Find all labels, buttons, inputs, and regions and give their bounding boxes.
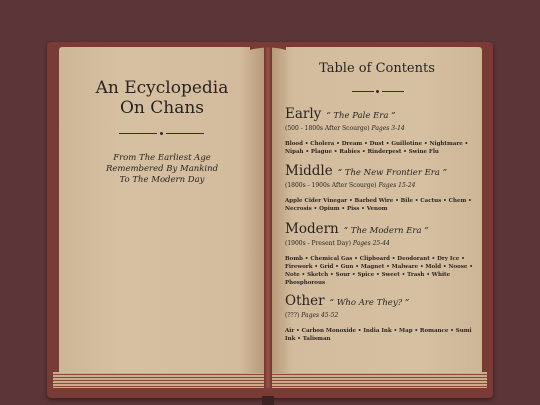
toc-divider-left — [352, 91, 374, 92]
bookmark-ribbon — [262, 396, 274, 405]
section-range: (1800s - 1900s After Scourge) — [285, 182, 377, 189]
section-pages: Pages 3-14 — [371, 125, 405, 132]
section-items: Apple Cider Vinegar • Barbed Wire • Bile • Cactus • Chem • Necrosis • Opium • Piss • Venom — [285, 198, 472, 212]
subtitle-line-2: Remembered By Mankind — [105, 164, 219, 174]
section-name: Early — [285, 106, 322, 122]
toc-section-modern[interactable] — [285, 219, 475, 287]
section-range: (500 - 1800s After Scourge) — [285, 125, 370, 132]
toc-section-middle[interactable] — [285, 161, 475, 213]
toc-section-other[interactable] — [285, 291, 475, 343]
book-spine — [264, 47, 272, 388]
book-subtitle — [62, 153, 262, 186]
section-items: Air • Carbon Monoxide • India Ink • Map • Romance • Sumi Ink • Talisman — [285, 328, 472, 342]
section-pages: Pages 15-24 — [378, 182, 416, 189]
toc-section-early[interactable] — [285, 104, 475, 156]
section-name: Modern — [285, 221, 339, 237]
toc-heading: Table of Contents — [319, 61, 435, 76]
section-quote: “ The New Frontier Era ” — [337, 168, 447, 178]
spine-top-ornament — [250, 44, 286, 54]
section-range: (1900s - Present Day) — [285, 240, 351, 247]
section-quote: “ The Modern Era ” — [343, 226, 429, 236]
subtitle-line-3: To The Modern Day — [119, 175, 205, 185]
toc-divider-right — [382, 91, 404, 92]
section-range: (???) — [285, 312, 300, 319]
title-divider-left — [119, 133, 157, 134]
section-name: Middle — [285, 163, 333, 179]
section-name: Other — [285, 293, 325, 309]
section-pages: Pages 45-52 — [301, 312, 339, 319]
section-items: Bomb • Chemical Gas • Clipboard • Deodorant • Dry Ice • Firework • Grid • Gun • Magnet • Malware • Mold • Noose • Note • Sketch • Sour • Spice • Sweet • Trash • White Phosphorous — [285, 256, 473, 286]
section-quote: “ Who Are They? ” — [329, 298, 410, 308]
section-quote: “ The Pale Era ” — [326, 111, 396, 121]
toc-divider-dot — [376, 90, 379, 93]
section-pages: Pages 25-44 — [352, 240, 390, 247]
section-items: Blood • Cholera • Dream • Dust • Guillotine • Nightmare • Nipah • Plague • Rabies • Rinderpest • Swine Flu — [285, 141, 469, 155]
book-title — [62, 78, 262, 118]
book-title-line-1: An Ecyclopedia — [95, 78, 229, 98]
subtitle-line-1: From The Earliest Age — [113, 153, 211, 163]
title-divider-right — [166, 133, 204, 134]
book-title-line-2: On Chans — [119, 98, 205, 118]
title-divider-dot — [160, 132, 163, 135]
